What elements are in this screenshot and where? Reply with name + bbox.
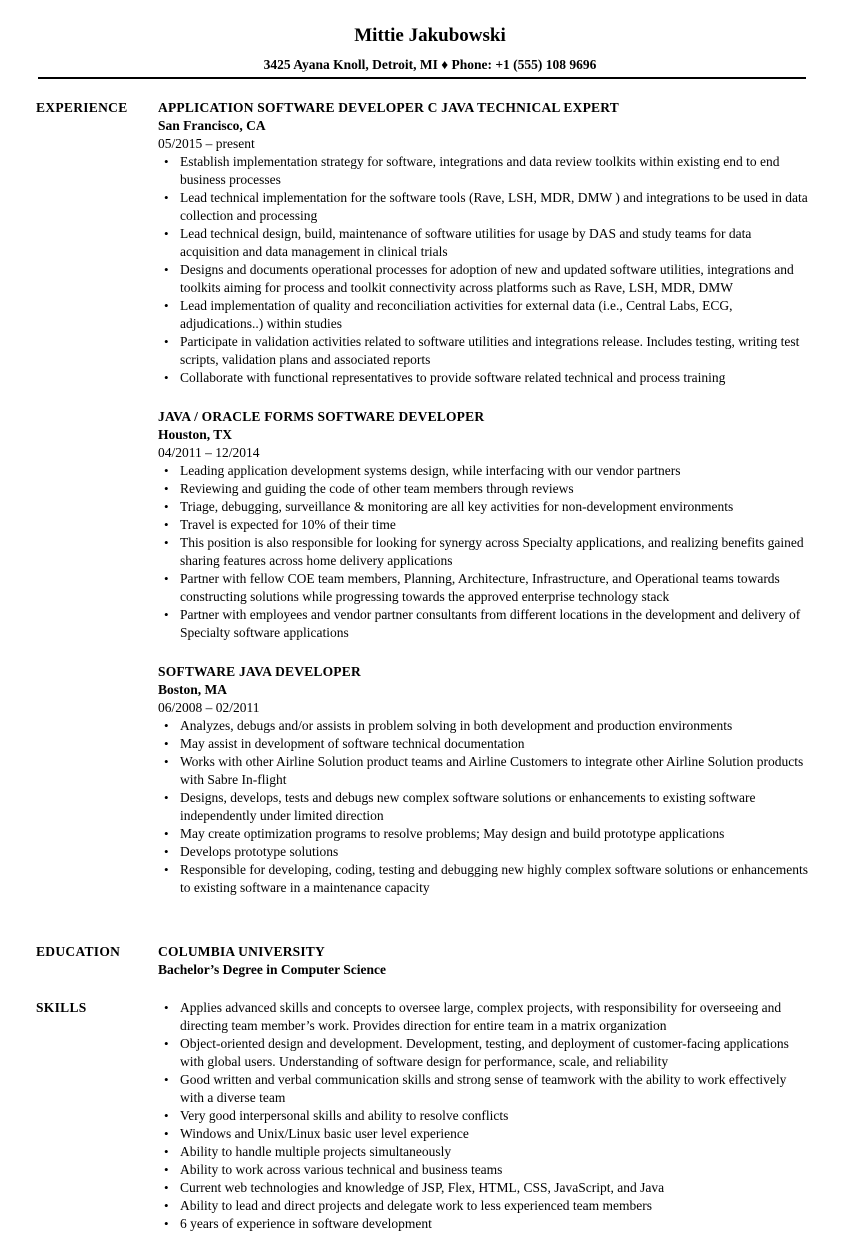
- bullet-item: • May assist in development of software technical documentation: [158, 735, 808, 753]
- candidate-name: Mittie Jakubowski: [354, 25, 506, 46]
- skill-item: • Object-oriented design and development. Development, testing, and deployment of customer-facing applications with global users. Understanding of software design for performance, scale, and reliability: [158, 1035, 808, 1071]
- skill-item: • Ability to work across various technical and business teams: [158, 1161, 808, 1179]
- skill-item: • Ability to handle multiple projects simultaneously: [158, 1143, 808, 1161]
- bullet-item: • Develops prototype solutions: [158, 843, 808, 861]
- job-dates: 04/2011 – 12/2014: [158, 445, 260, 460]
- bullet-item: • Lead technical design, build, maintenance of software utilities for usage by DAS and study teams for data acquisition and data management in clinical trials: [158, 225, 808, 261]
- job-bullets: [158, 717, 808, 897]
- job-entry: [158, 408, 808, 642]
- job-title: SOFTWARE JAVA DEVELOPER: [158, 664, 361, 679]
- degree-name: Bachelor’s Degree in Computer Science: [158, 962, 386, 977]
- job-bullets: [158, 153, 808, 387]
- skill-item: • Current web technologies and knowledge of JSP, Flex, HTML, CSS, JavaScript, and Java: [158, 1179, 808, 1197]
- header-divider: [38, 77, 806, 79]
- bullet-item: • Designs, develops, tests and debugs new complex software solutions or enhancements to existing software independently under limited direction: [158, 789, 808, 825]
- job-title: APPLICATION SOFTWARE DEVELOPER C JAVA TECHNICAL EXPERT: [158, 100, 619, 115]
- bullet-item: • Lead technical implementation for the software tools (Rave, LSH, MDR, DMW ) and integrations to be used in data collection and processing: [158, 189, 808, 225]
- skill-item: • 6 years of experience in software development: [158, 1215, 808, 1233]
- skill-item: • Ability to lead and direct projects and delegate work to less experienced team members: [158, 1197, 808, 1215]
- school-name: COLUMBIA UNIVERSITY: [158, 944, 325, 959]
- bullet-item: • Responsible for developing, coding, testing and debugging new highly complex software solutions or enhancements to existing software in a maintenance capacity: [158, 861, 808, 897]
- bullet-item: • Analyzes, debugs and/or assists in problem solving in both development and production environments: [158, 717, 808, 735]
- section-label-experience: EXPERIENCE: [36, 100, 128, 115]
- bullet-item: • Leading application development systems design, while interfacing with our vendor partners: [158, 462, 808, 480]
- skills-list: [158, 999, 808, 1233]
- job-location: San Francisco, CA: [158, 118, 266, 133]
- bullet-item: • Triage, debugging, surveillance & monitoring are all key activities for non-development environments: [158, 498, 808, 516]
- skill-item: • Very good interpersonal skills and ability to resolve conflicts: [158, 1107, 808, 1125]
- bullet-item: • Reviewing and guiding the code of other team members through reviews: [158, 480, 808, 498]
- bullet-item: • May create optimization programs to resolve problems; May design and build prototype applications: [158, 825, 808, 843]
- bullet-item: • Travel is expected for 10% of their time: [158, 516, 808, 534]
- bullet-item: • Partner with fellow COE team members, Planning, Architecture, Infrastructure, and Operational teams towards constructing solutions while progressing towards the approved enterprise technology stack: [158, 570, 808, 606]
- job-location: Houston, TX: [158, 427, 233, 442]
- bullet-item: • Works with other Airline Solution product teams and Airline Customers to integrate other Airline Solution products with Sabre In-flight: [158, 753, 808, 789]
- bullet-item: • Designs and documents operational processes for adoption of new and updated software utilities, integrations and toolkits aiming for process and toolkit connectivity across platforms such as Rave, LSH, MDR, DMW: [158, 261, 808, 297]
- contact-line: 3425 Ayana Knoll, Detroit, MI ♦ Phone: +1 (555) 108 9696: [263, 57, 597, 72]
- bullet-item: • Partner with employees and vendor partner consultants from different locations in the development and delivery of Specialty software applications: [158, 606, 808, 642]
- job-dates: 05/2015 – present: [158, 136, 255, 151]
- bullet-item: • Collaborate with functional representatives to provide software related technical and process training: [158, 369, 808, 387]
- bullet-item: • Lead implementation of quality and reconciliation activities for external data (i.e., Central Labs, ECG, adjudications..) within studies: [158, 297, 808, 333]
- bullet-item: • Participate in validation activities related to software utilities and integrations release. Includes testing, writing test scripts, validation plans and associated reports: [158, 333, 808, 369]
- section-label-education: EDUCATION: [36, 944, 121, 959]
- job-entry: [158, 663, 808, 897]
- job-location: Boston, MA: [158, 682, 228, 697]
- bullet-item: • This position is also responsible for looking for synergy across Specialty applications, and realizing benefits gained sharing features across home delivery applications: [158, 534, 808, 570]
- job-entry: [158, 99, 808, 387]
- skill-item: • Windows and Unix/Linux basic user level experience: [158, 1125, 808, 1143]
- skill-item: • Applies advanced skills and concepts to oversee large, complex projects, with responsibility for overseeing and directing team member’s work. Provides direction for entire team in a matrix organization: [158, 999, 808, 1035]
- resume-header: [0, 24, 860, 74]
- job-bullets: [158, 462, 808, 642]
- job-title: JAVA / ORACLE FORMS SOFTWARE DEVELOPER: [158, 409, 485, 424]
- skill-item: • Good written and verbal communication skills and strong sense of teamwork with the ability to work effectively with a diverse team: [158, 1071, 808, 1107]
- bullet-item: • Establish implementation strategy for software, integrations and data review toolkits within existing end to end business processes: [158, 153, 808, 189]
- job-dates: 06/2008 – 02/2011: [158, 700, 260, 715]
- section-label-skills: SKILLS: [36, 1000, 87, 1015]
